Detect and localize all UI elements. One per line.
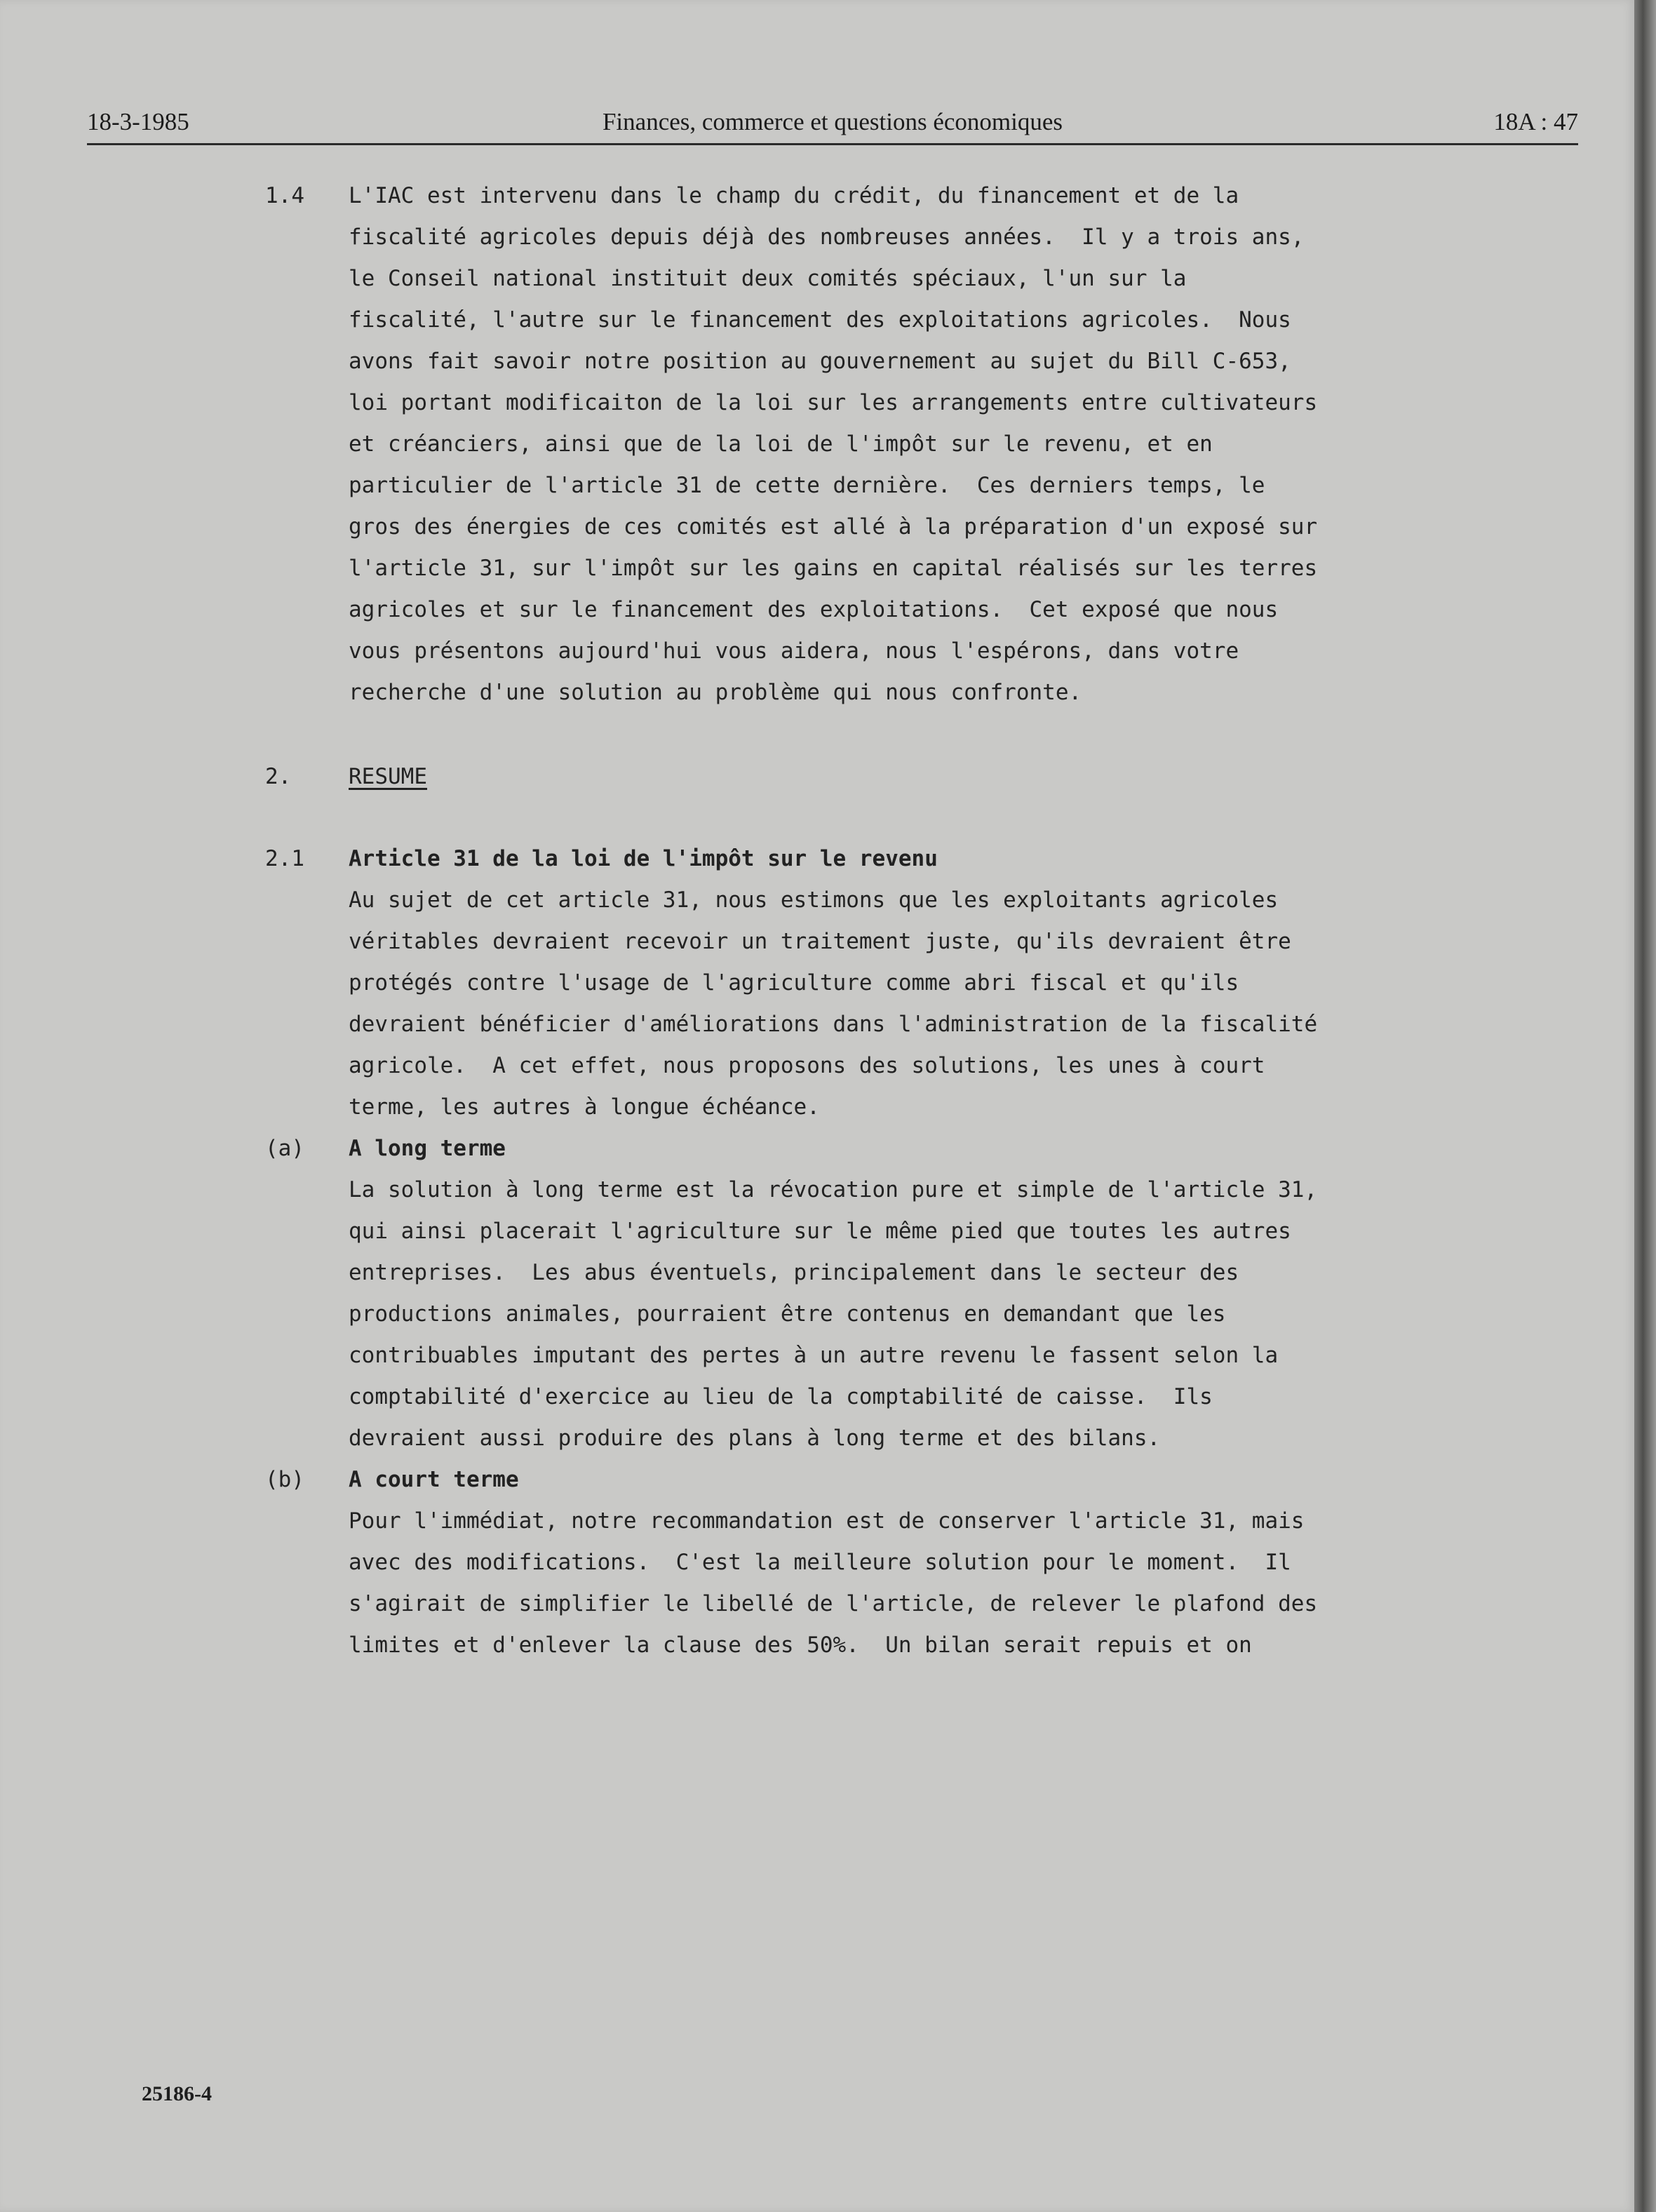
text-line: limites et d'enlever la clause des 50%. Un bilan serait repuis et on xyxy=(349,1633,1252,1658)
text-line: qui ainsi placerait l'agriculture sur le même pied que toutes les autres xyxy=(349,1219,1291,1244)
section-number: 2. xyxy=(265,764,292,789)
text-line: comptabilité d'exercice au lieu de la comptabilité de caisse. Ils xyxy=(349,1384,1213,1409)
page-edge-shadow xyxy=(1634,0,1656,2212)
text-line: gros des énergies de ces comités est allé à la préparation d'un exposé sur xyxy=(349,514,1318,539)
text-line: entreprises. Les abus éventuels, principalement dans le secteur des xyxy=(349,1260,1239,1285)
text-line: L'IAC est intervenu dans le champ du crédit, du financement et de la xyxy=(349,183,1239,208)
text-line: particulier de l'article 31 de cette dernière. Ces derniers temps, le xyxy=(349,473,1265,498)
section-heading: A long terme xyxy=(349,1136,506,1161)
text-line: avons fait savoir notre position au gouvernement au sujet du Bill C-653, xyxy=(349,349,1291,374)
text-line: loi portant modificaiton de la loi sur les arrangements entre cultivateurs xyxy=(349,390,1318,415)
section-heading: Article 31 de la loi de l'impôt sur le revenu xyxy=(349,846,938,871)
text-line: La solution à long terme est la révocation pure et simple de l'article 31, xyxy=(349,1177,1318,1202)
footer-code: 25186-4 xyxy=(142,2082,212,2105)
text-line: avec des modifications. C'est la meilleure solution pour le moment. Il xyxy=(349,1550,1291,1575)
text-line: l'article 31, sur l'impôt sur les gains en capital réalisés sur les terres xyxy=(349,556,1318,581)
text-line: Au sujet de cet article 31, nous estimons que les exploitants agricoles xyxy=(349,887,1279,913)
text-line: devraient aussi produire des plans à long terme et des bilans. xyxy=(349,1426,1161,1451)
text-line: le Conseil national instituit deux comités spéciaux, l'un sur la xyxy=(349,266,1187,291)
text-line: Pour l'immédiat, notre recommandation est de conserver l'article 31, mais xyxy=(349,1508,1305,1534)
text-line: productions animales, pourraient être contenus en demandant que les xyxy=(349,1301,1226,1327)
page-header xyxy=(87,104,1578,146)
text-line: devraient bénéficier d'améliorations dans l'administration de la fiscalité xyxy=(349,1012,1318,1037)
header-rule xyxy=(87,143,1578,145)
header-page-number: 18A : 47 xyxy=(1493,108,1578,135)
section-number: (b) xyxy=(265,1467,304,1492)
section-heading: A court terme xyxy=(349,1467,519,1492)
text-line: agricole. A cet effet, nous proposons des solutions, les unes à court xyxy=(349,1053,1265,1078)
text-line: recherche d'une solution au problème qui nous confronte. xyxy=(349,680,1082,705)
text-line: fiscalité, l'autre sur le financement des exploitations agricoles. Nous xyxy=(349,307,1291,333)
section-number: (a) xyxy=(265,1136,304,1161)
text-line: agricoles et sur le financement des exploitations. Cet exposé que nous xyxy=(349,597,1279,622)
text-line: et créanciers, ainsi que de la loi de l'impôt sur le revenu, et en xyxy=(349,431,1213,457)
section-number: 2.1 xyxy=(265,846,304,871)
text-line: s'agirait de simplifier le libellé de l'article, de relever le plafond des xyxy=(349,1591,1318,1616)
text-line: terme, les autres à longue échéance. xyxy=(349,1094,820,1120)
text-line: protégés contre l'usage de l'agriculture comme abri fiscal et qu'ils xyxy=(349,970,1239,996)
header-title: Finances, commerce et questions économiques xyxy=(602,108,1063,135)
text-line: fiscalité agricoles depuis déjà des nombreuses années. Il y a trois ans, xyxy=(349,224,1305,250)
section-number: 1.4 xyxy=(265,183,304,208)
text-line: vous présentons aujourd'hui vous aidera, nous l'espérons, dans votre xyxy=(349,638,1239,664)
header-date: 18-3-1985 xyxy=(87,108,189,135)
text-line: véritables devraient recevoir un traitement juste, qu'ils devraient être xyxy=(349,929,1291,954)
section-heading: RESUME xyxy=(349,764,427,789)
text-line: contribuables imputant des pertes à un autre revenu le fassent selon la xyxy=(349,1343,1279,1368)
